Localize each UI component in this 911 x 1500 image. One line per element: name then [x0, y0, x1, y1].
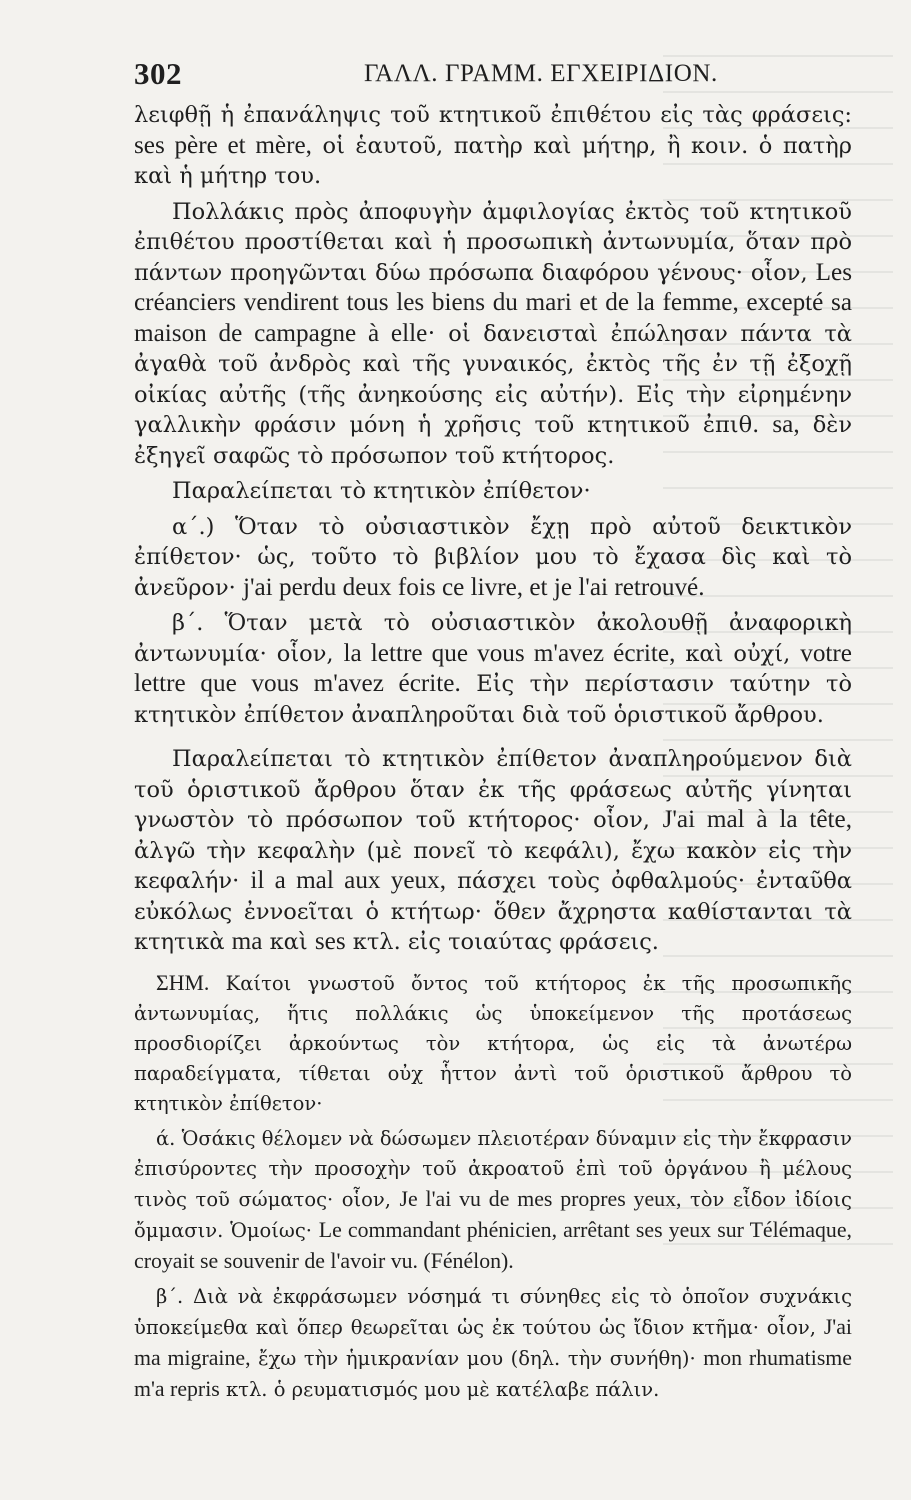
note-rule-beta: [134, 1282, 852, 1405]
french-text: ΣΗΜ.: [156, 970, 210, 995]
french-text: la lettre que vous m'avez écrite,: [343, 639, 676, 667]
greek-text: ἀλγῶ τὴν κεφαλὴν (μὲ πονεῖ τὸ κεφάλι), ἔχω κακὸν εἰς τὴν κεφαλήν·: [134, 837, 852, 894]
french-text: Le commandant phénicien, arrêtant ses yeux sur Télémaque, croyait se souvenir de l'avoir vu. (Fénélon).: [134, 1217, 852, 1273]
french-text: J'ai ma migraine,: [134, 1314, 852, 1370]
greek-text: οἱ ἑαυτοῦ, πατὴρ καὶ μήτηρ, ἢ κοιν. ὁ πατὴρ καὶ ἡ μήτηρ του.: [134, 132, 852, 189]
note-paragraph: [134, 968, 852, 1119]
paragraph-rule-beta: [134, 608, 852, 730]
greek-text: πάσχει τοὺς ὀφθαλμούς· ἐνταῦθα εὐκόλως ἐννοεῖται ὁ κτήτωρ· ὅθεν ἄχρηστα καθίστανται τὰ κτητικὰ: [134, 868, 852, 955]
french-text: j'ai perdu deux fois ce livre, et je l'ai retrouvé.: [242, 573, 705, 601]
greek-text: β΄. Ὅταν μετὰ τὸ οὐσιαστικὸν ἀκολουθῇ ἀναφορικὴ ἀντωνυμία· οἷον,: [134, 610, 852, 667]
paragraph-personal-pronoun: [134, 197, 852, 472]
greek-text: Καίτοι γνωστοῦ ὄντος τοῦ κτήτορος ἐκ τῆς προσωπικῆς ἀντωνυμίας, ἥτις πολλάκις ὡς ὑποκείμενον τῆς προτάσεως προσδιορίζει ἀρκούντως τὸν κτήτορα, ὡς εἰς τὰ ἀνωτέρω παραδείγματα, τίθεται οὐχ ἧττον ἀντὶ τοῦ ὁριστικοῦ ἄρθρου τὸ κτητικὸν ἐπίθετον·: [134, 971, 852, 1115]
french-text: sa,: [772, 411, 800, 438]
greek-text: β΄. Διὰ νὰ ἐκφράσωμεν νόσημά τι σύνηθες εἰς τὸ ὁποῖον συχνάκις ὑποκείμεθα καὶ ὅπερ θεωρεῖται ὡς ἐκ τούτου ὡς ἴδιον κτῆμα· οἷον,: [134, 1284, 852, 1339]
french-text: il a mal aux yeux,: [250, 867, 447, 894]
french-text: votre lettre que vous m'avez écrite.: [134, 639, 852, 697]
french-text: ses: [314, 928, 346, 955]
page-body: [134, 100, 852, 1405]
french-text: ses père et mère,: [134, 131, 312, 159]
french-text: mon rhumatisme m'a repris: [134, 1345, 852, 1401]
greek-text: Παραλείπεται τὸ κτητικὸν ἐπίθετον·: [172, 478, 591, 504]
paragraph-rule-alpha: [134, 512, 852, 604]
paragraph-omission-heading: [134, 476, 852, 507]
greek-text: Παραλείπεται τὸ κτητικὸν ἐπίθετον ἀναπληρούμενον διὰ τοῦ ὁριστικοῦ ἄρθρου ὅταν ἐκ τῆς φράσεως αὐτῆς γίνηται γνωστὸν τὸ πρόσωπον τοῦ κτήτορος· οἷον,: [134, 746, 852, 833]
greek-text: κτλ. ὁ ρευματισμός μου μὲ κατέλαβε πάλιν.: [219, 1377, 660, 1401]
greek-text: τὸν εἶδον ἰδίοις ὄμμασιν. Ὁμοίως·: [134, 1187, 852, 1242]
running-title: ΓΑΛΛ. ΓΡΑΜΜ. ΕΓΧΕΙΡΙΔΙΟΝ.: [364, 60, 718, 87]
greek-text: οἱ δανεισταὶ ἐπώλησαν πάντα τὰ ἀγαθὰ τοῦ ἀνδρὸς καὶ τῆς γυναικός, ἐκτὸς τῆς ἐν τῇ ἐξοχῇ οἰκίας αὐτῆς (τῆς ἀνηκούσης εἰς αὐτήν). Εἰς τὴν εἰρημένην γαλλικὴν φράσιν μόνη ἡ χρῆσις τοῦ κτητικοῦ ἐπιθ.: [134, 320, 852, 438]
page-number: 302: [134, 56, 182, 91]
greek-text: κτλ. εἰς τοιαύτας φράσεις.: [345, 929, 659, 955]
greek-text: ά. Ὁσάκις θέλομεν νὰ δώσωμεν πλειοτέραν δύναμιν εἰς τὴν ἔκφρασιν ἐπισύροντες τὴν προσοχὴν τοῦ ἀκροατοῦ ἐπὶ τοῦ ὀργάνου ἢ μέλους τινὸς τοῦ σώματος· οἷον,: [134, 1126, 852, 1211]
greek-text: καὶ οὐχί,: [675, 640, 801, 667]
greek-text: λειφθῇ ἡ ἐπανάληψις τοῦ κτητικοῦ ἐπιθέτου εἰς τὰς φράσεις:: [134, 102, 852, 128]
greek-text: Εἰς τὴν περίστασιν ταύτην τὸ κτητικὸν ἐπίθετον ἀναπληροῦται διὰ τοῦ ὁριστικοῦ ἄρθρου.: [134, 671, 852, 728]
french-text: J'ai mal à la tête,: [662, 806, 853, 833]
greek-text: καὶ: [262, 929, 315, 955]
note-rule-alpha: [134, 1124, 852, 1277]
french-text: Je l'ai vu de mes propres yeux,: [399, 1186, 682, 1211]
greek-text: δὲν ἐξηγεῖ σαφῶς τὸ πρόσωπον τοῦ κτήτορος.: [134, 412, 852, 469]
paragraph-article-replacement: [134, 744, 852, 958]
greek-text: Πολλάκις πρὸς ἀποφυγὴν ἀμφιλογίας ἐκτὸς τοῦ κτητικοῦ ἐπιθέτου προστίθεται καὶ ἡ προσωπικὴ ἀντωνυμία, ὅταν πρὸ πάντων προηγῶνται δύω πρόσωπα διαφόρου γένους· οἷον,: [134, 198, 852, 286]
greek-text: ἔχω τὴν ἡμικρανίαν μου (δηλ. τὴν συνήθη)·: [250, 1346, 704, 1370]
french-text: Les créanciers vendirent tous les biens du mari et de la femme, excepté sa maison de campagne à elle·: [134, 258, 852, 347]
page-header: [134, 56, 854, 96]
greek-text: α΄.) Ὅταν τὸ οὐσιαστικὸν ἔχῃ πρὸ αὐτοῦ δεικτικὸν ἐπίθετον· ὡς, τοῦτο τὸ βιβλίον μου τὸ ἔχασα δὶς καὶ τὸ ἀνεῦρον·: [134, 513, 852, 601]
paragraph-continuation: [134, 100, 852, 192]
french-text: ma: [231, 928, 263, 955]
